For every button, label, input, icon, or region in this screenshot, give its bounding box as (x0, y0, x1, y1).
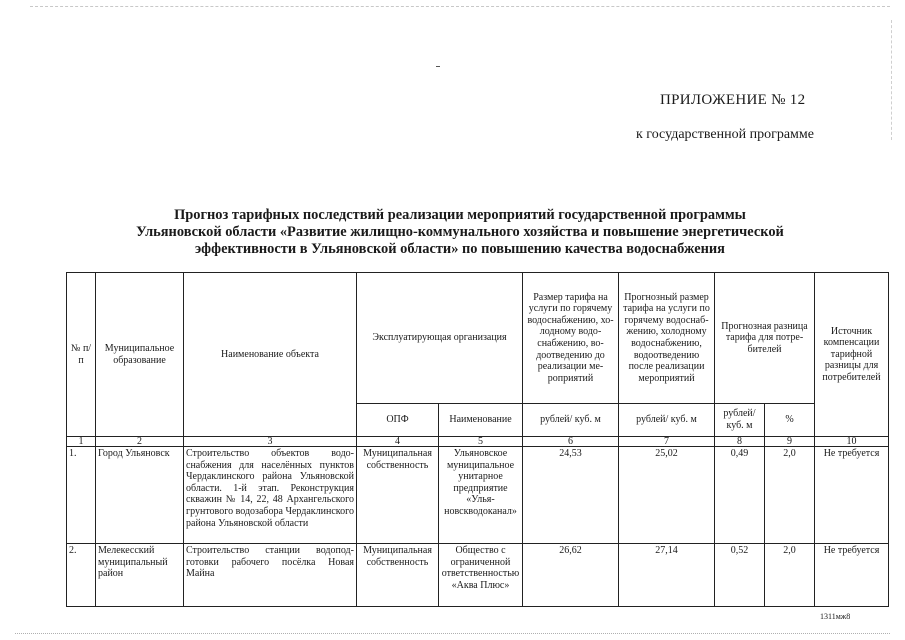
header-object: Наименование объекта (184, 273, 357, 437)
header-tariff-diff: Прогнозная разница тарифа для потребителей (715, 273, 815, 404)
title-line-1: Прогноз тарифных последствий реализации мероприятий государственной программы (174, 207, 746, 223)
table-row (67, 544, 889, 607)
row-percent: 2,0 (765, 447, 815, 544)
scan-edge-right (891, 20, 892, 140)
row-diff: 0,49 (715, 447, 765, 544)
header-row-main (67, 273, 889, 404)
row-num: 2. (67, 544, 96, 607)
row-tariff-current: 26,62 (523, 544, 619, 607)
column-number: 8 (715, 437, 765, 447)
scan-edge-top (30, 6, 890, 7)
header-municipality: Муниципальное образование (96, 273, 184, 437)
column-number: 4 (357, 437, 439, 447)
document-title (60, 207, 860, 258)
header-unit-diff: рублей/ куб. м (715, 404, 765, 437)
appendix-label: ПРИЛОЖЕНИЕ № 12 (660, 92, 806, 108)
column-number: 7 (619, 437, 715, 447)
footer-code: 1311мж8 (820, 612, 851, 621)
row-org: Ульяновское муниципальное унитарное предприятие «Ульяновскводоканал» (439, 447, 523, 544)
row-org: Общество с ограниченной ответственностью «Аква Плюс» (439, 544, 523, 607)
column-number: 9 (765, 437, 815, 447)
row-municipality: Мелекесский муниципальный район (96, 544, 184, 607)
header-source: Источник компенсации тарифной разницы для потребителей (815, 273, 889, 437)
row-tariff-forecast: 27,14 (619, 544, 715, 607)
header-unit-current: рублей/ куб. м (523, 404, 619, 437)
header-tariff-current: Размер тарифа на услуги по горячему водоснабжению, холодному водоснабжению, водоотведению до реализации мероприятий (523, 273, 619, 404)
header-opf: ОПФ (357, 404, 439, 437)
tariff-forecast-table (66, 272, 889, 607)
header-org-name: Наименование (439, 404, 523, 437)
column-number: 5 (439, 437, 523, 447)
scan-edge-bottom (15, 633, 890, 634)
row-num: 1. (67, 447, 96, 544)
row-object: Строительство станции водоподготовки рабочего посёлка Новая Майна (184, 544, 357, 607)
header-unit-forecast: рублей/ куб. м (619, 404, 715, 437)
title-line-2: Ульяновской области «Развитие жилищно-коммунального хозяйства и повышение энергетической (136, 224, 784, 240)
table-row (67, 447, 889, 544)
header-tariff-forecast: Прогнозный размер тарифа на услуги по горячему водоснабжению, холодному водоснабжению, водоотведению после реализации мероприятий (619, 273, 715, 404)
column-number: 10 (815, 437, 889, 447)
row-percent: 2,0 (765, 544, 815, 607)
row-tariff-forecast: 25,02 (619, 447, 715, 544)
row-tariff-current: 24,53 (523, 447, 619, 544)
column-number: 6 (523, 437, 619, 447)
row-opf: Муниципальная собственность (357, 544, 439, 607)
title-line-3: эффективности в Ульяновской области» по повышению качества водоснабжения (195, 241, 725, 257)
row-opf: Муниципальная собственность (357, 447, 439, 544)
header-operator: Эксплуатирующая организация (357, 273, 523, 404)
row-object: Строительство объектов водоснабжения для населённых пунктов Чердаклинского района Ульяновской области. 1-й этап. Реконструкция скважин № 14, 22, 48 Архангельского грунтового водозабора Чердаклинского района Ульяновской области (184, 447, 357, 544)
header-percent: % (765, 404, 815, 437)
column-number-row (67, 437, 889, 447)
row-diff: 0,52 (715, 544, 765, 607)
row-municipality: Город Ульяновск (96, 447, 184, 544)
row-source: Не требуется (815, 544, 889, 607)
row-source: Не требуется (815, 447, 889, 544)
appendix-subtitle: к государственной программе (636, 127, 814, 142)
column-number: 2 (96, 437, 184, 447)
column-number: 1 (67, 437, 96, 447)
header-num: № п/п (67, 273, 96, 437)
column-number: 3 (184, 437, 357, 447)
scan-speck (436, 66, 440, 67)
